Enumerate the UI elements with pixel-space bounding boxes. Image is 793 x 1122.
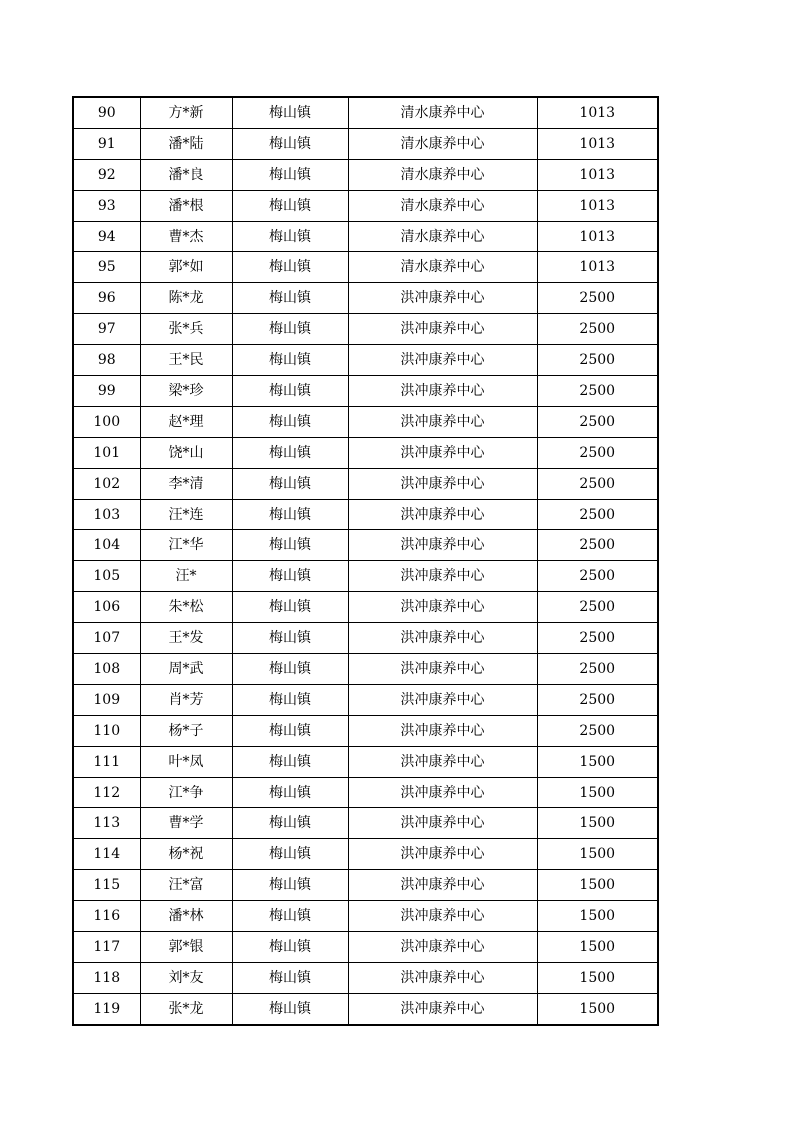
row-number-cell: 107: [73, 623, 140, 654]
name-cell: 朱*松: [140, 592, 232, 623]
name-cell: 潘*根: [140, 190, 232, 221]
town-cell: 梅山镇: [232, 468, 348, 499]
table-row: [73, 97, 658, 128]
row-number-cell: 113: [73, 808, 140, 839]
name-cell: 张*兵: [140, 314, 232, 345]
amount-cell: 2500: [537, 684, 658, 715]
town-cell: 梅山镇: [232, 654, 348, 685]
town-cell: 梅山镇: [232, 530, 348, 561]
care-center-cell: 洪冲康养中心: [348, 314, 537, 345]
row-number-cell: 110: [73, 715, 140, 746]
amount-cell: 1013: [537, 190, 658, 221]
table-row: [73, 901, 658, 932]
name-cell: 曹*杰: [140, 221, 232, 252]
name-cell: 刘*友: [140, 962, 232, 993]
row-number-cell: 116: [73, 901, 140, 932]
table-row: [73, 715, 658, 746]
table-row: [73, 190, 658, 221]
row-number-cell: 111: [73, 746, 140, 777]
amount-cell: 1500: [537, 839, 658, 870]
records-table: [72, 96, 659, 1026]
amount-cell: 2500: [537, 715, 658, 746]
care-center-cell: 洪冲康养中心: [348, 406, 537, 437]
table-row: [73, 592, 658, 623]
amount-cell: 2500: [537, 530, 658, 561]
amount-cell: 1500: [537, 870, 658, 901]
care-center-cell: 清水康养中心: [348, 221, 537, 252]
name-cell: 郭*银: [140, 932, 232, 963]
table-row: [73, 839, 658, 870]
town-cell: 梅山镇: [232, 314, 348, 345]
row-number-cell: 105: [73, 561, 140, 592]
care-center-cell: 洪冲康养中心: [348, 715, 537, 746]
table-row: [73, 623, 658, 654]
amount-cell: 1500: [537, 777, 658, 808]
table-row: [73, 993, 658, 1024]
town-cell: 梅山镇: [232, 870, 348, 901]
row-number-cell: 101: [73, 437, 140, 468]
row-number-cell: 115: [73, 870, 140, 901]
row-number-cell: 96: [73, 283, 140, 314]
table-row: [73, 376, 658, 407]
amount-cell: 2500: [537, 283, 658, 314]
amount-cell: 1013: [537, 97, 658, 128]
name-cell: 汪*连: [140, 499, 232, 530]
row-number-cell: 103: [73, 499, 140, 530]
care-center-cell: 清水康养中心: [348, 128, 537, 159]
care-center-cell: 清水康养中心: [348, 252, 537, 283]
care-center-cell: 清水康养中心: [348, 97, 537, 128]
table-row: [73, 314, 658, 345]
town-cell: 梅山镇: [232, 932, 348, 963]
town-cell: 梅山镇: [232, 345, 348, 376]
table-row: [73, 962, 658, 993]
row-number-cell: 102: [73, 468, 140, 499]
care-center-cell: 洪冲康养中心: [348, 530, 537, 561]
amount-cell: 2500: [537, 561, 658, 592]
care-center-cell: 洪冲康养中心: [348, 345, 537, 376]
town-cell: 梅山镇: [232, 715, 348, 746]
care-center-cell: 洪冲康养中心: [348, 870, 537, 901]
name-cell: 杨*子: [140, 715, 232, 746]
name-cell: 陈*龙: [140, 283, 232, 314]
row-number-cell: 117: [73, 932, 140, 963]
row-number-cell: 92: [73, 159, 140, 190]
amount-cell: 2500: [537, 654, 658, 685]
town-cell: 梅山镇: [232, 839, 348, 870]
records-body: [73, 97, 658, 1025]
town-cell: 梅山镇: [232, 777, 348, 808]
table-row: [73, 252, 658, 283]
care-center-cell: 洪冲康养中心: [348, 499, 537, 530]
name-cell: 潘*陆: [140, 128, 232, 159]
care-center-cell: 洪冲康养中心: [348, 932, 537, 963]
care-center-cell: 洪冲康养中心: [348, 993, 537, 1024]
name-cell: 周*武: [140, 654, 232, 685]
table-row: [73, 684, 658, 715]
amount-cell: 1013: [537, 128, 658, 159]
name-cell: 赵*理: [140, 406, 232, 437]
care-center-cell: 洪冲康养中心: [348, 746, 537, 777]
name-cell: 李*清: [140, 468, 232, 499]
amount-cell: 1500: [537, 962, 658, 993]
table-row: [73, 221, 658, 252]
care-center-cell: 洪冲康养中心: [348, 962, 537, 993]
row-number-cell: 94: [73, 221, 140, 252]
row-number-cell: 109: [73, 684, 140, 715]
table-row: [73, 870, 658, 901]
row-number-cell: 93: [73, 190, 140, 221]
care-center-cell: 洪冲康养中心: [348, 561, 537, 592]
town-cell: 梅山镇: [232, 97, 348, 128]
table-row: [73, 345, 658, 376]
town-cell: 梅山镇: [232, 684, 348, 715]
amount-cell: 2500: [537, 345, 658, 376]
row-number-cell: 104: [73, 530, 140, 561]
care-center-cell: 洪冲康养中心: [348, 592, 537, 623]
care-center-cell: 洪冲康养中心: [348, 437, 537, 468]
town-cell: 梅山镇: [232, 962, 348, 993]
amount-cell: 1500: [537, 808, 658, 839]
row-number-cell: 90: [73, 97, 140, 128]
town-cell: 梅山镇: [232, 159, 348, 190]
table-row: [73, 777, 658, 808]
care-center-cell: 洪冲康养中心: [348, 808, 537, 839]
name-cell: 曹*学: [140, 808, 232, 839]
care-center-cell: 洪冲康养中心: [348, 283, 537, 314]
row-number-cell: 97: [73, 314, 140, 345]
town-cell: 梅山镇: [232, 437, 348, 468]
name-cell: 饶*山: [140, 437, 232, 468]
town-cell: 梅山镇: [232, 561, 348, 592]
town-cell: 梅山镇: [232, 252, 348, 283]
row-number-cell: 114: [73, 839, 140, 870]
amount-cell: 2500: [537, 376, 658, 407]
table-row: [73, 932, 658, 963]
amount-cell: 1013: [537, 221, 658, 252]
row-number-cell: 98: [73, 345, 140, 376]
row-number-cell: 106: [73, 592, 140, 623]
row-number-cell: 119: [73, 993, 140, 1024]
amount-cell: 2500: [537, 437, 658, 468]
table-row: [73, 530, 658, 561]
care-center-cell: 洪冲康养中心: [348, 468, 537, 499]
amount-cell: 2500: [537, 499, 658, 530]
town-cell: 梅山镇: [232, 592, 348, 623]
table-row: [73, 437, 658, 468]
amount-cell: 1500: [537, 901, 658, 932]
name-cell: 江*争: [140, 777, 232, 808]
town-cell: 梅山镇: [232, 499, 348, 530]
town-cell: 梅山镇: [232, 746, 348, 777]
town-cell: 梅山镇: [232, 808, 348, 839]
amount-cell: 1500: [537, 993, 658, 1024]
amount-cell: 2500: [537, 406, 658, 437]
care-center-cell: 清水康养中心: [348, 159, 537, 190]
town-cell: 梅山镇: [232, 901, 348, 932]
amount-cell: 1013: [537, 159, 658, 190]
row-number-cell: 99: [73, 376, 140, 407]
care-center-cell: 洪冲康养中心: [348, 654, 537, 685]
table-row: [73, 406, 658, 437]
care-center-cell: 洪冲康养中心: [348, 839, 537, 870]
town-cell: 梅山镇: [232, 221, 348, 252]
town-cell: 梅山镇: [232, 376, 348, 407]
name-cell: 梁*珍: [140, 376, 232, 407]
row-number-cell: 112: [73, 777, 140, 808]
town-cell: 梅山镇: [232, 283, 348, 314]
town-cell: 梅山镇: [232, 623, 348, 654]
name-cell: 汪*: [140, 561, 232, 592]
name-cell: 江*华: [140, 530, 232, 561]
care-center-cell: 洪冲康养中心: [348, 623, 537, 654]
care-center-cell: 洪冲康养中心: [348, 901, 537, 932]
name-cell: 汪*富: [140, 870, 232, 901]
table-row: [73, 468, 658, 499]
table-row: [73, 746, 658, 777]
amount-cell: 1500: [537, 746, 658, 777]
name-cell: 王*民: [140, 345, 232, 376]
row-number-cell: 100: [73, 406, 140, 437]
care-center-cell: 清水康养中心: [348, 190, 537, 221]
amount-cell: 1500: [537, 932, 658, 963]
row-number-cell: 95: [73, 252, 140, 283]
table-row: [73, 561, 658, 592]
town-cell: 梅山镇: [232, 993, 348, 1024]
name-cell: 潘*林: [140, 901, 232, 932]
care-center-cell: 洪冲康养中心: [348, 376, 537, 407]
row-number-cell: 91: [73, 128, 140, 159]
name-cell: 叶*凤: [140, 746, 232, 777]
care-center-cell: 洪冲康养中心: [348, 684, 537, 715]
table-row: [73, 499, 658, 530]
amount-cell: 2500: [537, 314, 658, 345]
town-cell: 梅山镇: [232, 128, 348, 159]
name-cell: 潘*良: [140, 159, 232, 190]
name-cell: 张*龙: [140, 993, 232, 1024]
table-row: [73, 654, 658, 685]
name-cell: 方*新: [140, 97, 232, 128]
amount-cell: 2500: [537, 592, 658, 623]
table-row: [73, 159, 658, 190]
table-row: [73, 808, 658, 839]
amount-cell: 1013: [537, 252, 658, 283]
name-cell: 郭*如: [140, 252, 232, 283]
amount-cell: 2500: [537, 623, 658, 654]
town-cell: 梅山镇: [232, 190, 348, 221]
table-row: [73, 283, 658, 314]
table-row: [73, 128, 658, 159]
row-number-cell: 118: [73, 962, 140, 993]
row-number-cell: 108: [73, 654, 140, 685]
care-center-cell: 洪冲康养中心: [348, 777, 537, 808]
name-cell: 肖*芳: [140, 684, 232, 715]
town-cell: 梅山镇: [232, 406, 348, 437]
amount-cell: 2500: [537, 468, 658, 499]
name-cell: 杨*祝: [140, 839, 232, 870]
name-cell: 王*发: [140, 623, 232, 654]
